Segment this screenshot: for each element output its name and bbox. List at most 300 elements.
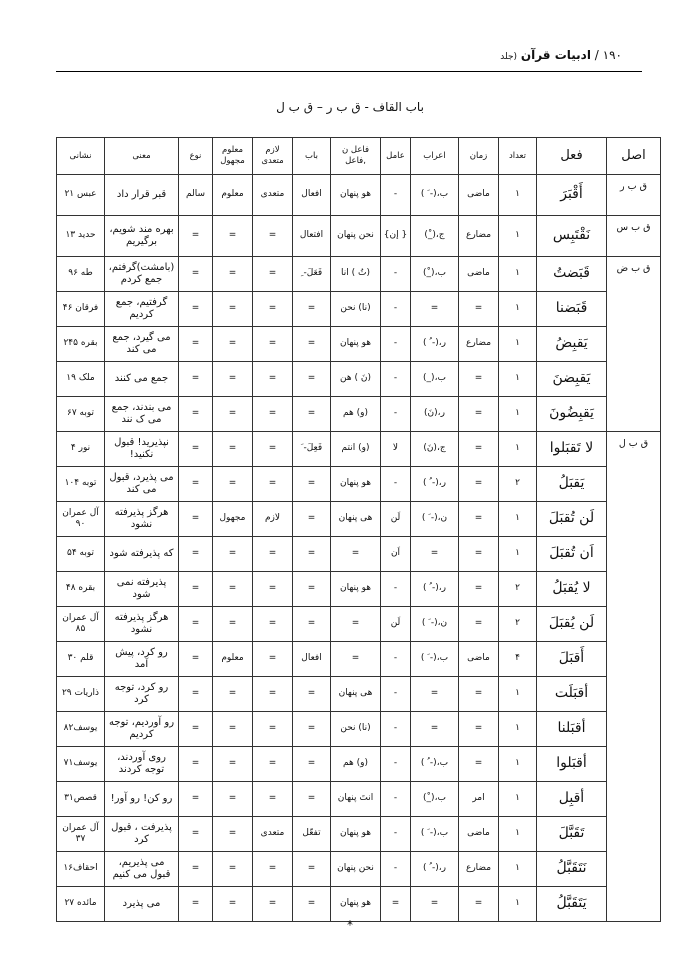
mani-cell: می پذیرد [105,887,179,922]
mani-cell: می پذیرد، قبول می کند [105,467,179,502]
lazem-cell: لازم [253,502,293,537]
table-row [57,467,661,502]
earab-cell: ب،(- َ ) [411,175,459,216]
table-row [57,782,661,817]
lazem-cell: = [253,572,293,607]
fiel-cell: نَقْتَبِس [537,216,607,257]
mani-cell: بهره مند شویم، برگیریم [105,216,179,257]
taedad-cell: ۱ [499,747,537,782]
fiel-cell: لا يُقبَلُ [537,572,607,607]
bab-cell: = [293,607,331,642]
fael-cell: (نا) نحن [331,292,381,327]
earab-cell: ب،(_) [411,362,459,397]
lazem-cell: = [253,782,293,817]
amel-cell: - [381,782,411,817]
taedad-cell: ۱ [499,292,537,327]
fael-cell: (و) هم [331,747,381,782]
mani-cell: رو کن! رو آور! [105,782,179,817]
table-row [57,537,661,572]
noe-cell: = [179,642,213,677]
neshani-cell: حدید ۱۳ [57,216,105,257]
mani-cell: جمع می کنند [105,362,179,397]
bab-cell: تفعّل [293,817,331,852]
bab-cell: = [293,887,331,922]
earab-cell: ر،(- ُ ) [411,572,459,607]
lazem-cell: = [253,216,293,257]
lazem-cell: = [253,537,293,572]
earab-cell: ن،(- َ ) [411,502,459,537]
col-header: نوع [179,138,213,175]
neshani-cell: آل عمران ۳۷ [57,817,105,852]
maloom-cell: = [213,397,253,432]
table-row [57,607,661,642]
maloom-cell: = [213,712,253,747]
maloom-cell: معلوم [213,175,253,216]
lazem-cell: = [253,362,293,397]
footer-mark: * [347,918,353,932]
fiel-cell: يَقبِضنَ [537,362,607,397]
mani-cell: پذیرفته نمی شود [105,572,179,607]
maloom-cell: معلوم [213,642,253,677]
table-row [57,216,661,257]
neshani-cell: قلم ۳۰ [57,642,105,677]
maloom-cell: = [213,327,253,362]
mani-cell: پذیرفت ، قبول کرد [105,817,179,852]
noe-cell: = [179,432,213,467]
zaman-cell: امر [459,782,499,817]
fiel-cell: نَتَقَبَّلُ [537,852,607,887]
bab-cell: = [293,502,331,537]
taedad-cell: ۱ [499,677,537,712]
mani-cell: گرفتیم، جمع کردیم [105,292,179,327]
bab-cell: = [293,397,331,432]
taedad-cell: ۱ [499,432,537,467]
zaman-cell: = [459,397,499,432]
maloom-cell: = [213,817,253,852]
table-row [57,747,661,782]
neshani-cell: مائده ۲۷ [57,887,105,922]
neshani-cell: ملک ۱۹ [57,362,105,397]
fael-cell: هی پنهان [331,502,381,537]
earab-cell: ر،(- ُ ) [411,852,459,887]
mani-cell: رو آوردیم، توجه کردیم [105,712,179,747]
mani-cell: (بامشت)گرفتم، جمع کردم [105,257,179,292]
book-title: ادبیات قرآن [520,48,591,62]
amel-cell: - [381,292,411,327]
taedad-cell: ۱ [499,502,537,537]
maloom-cell: = [213,362,253,397]
mani-cell: می بندند، جمع می ک نند [105,397,179,432]
neshani-cell: بقره ۴۸ [57,572,105,607]
col-header: لازم متعدی [253,138,293,175]
lazem-cell: = [253,397,293,432]
maloom-cell: = [213,467,253,502]
fiel-cell: يَتَقَبَّلُ [537,887,607,922]
maloom-cell: = [213,677,253,712]
noe-cell: = [179,537,213,572]
col-header: معلوم مجهول [213,138,253,175]
maloom-cell: = [213,782,253,817]
bab-cell: = [293,537,331,572]
fiel-cell: أَقبَلَ [537,642,607,677]
col-header: نشانی [57,138,105,175]
table-row [57,887,661,922]
maloom-cell: = [213,572,253,607]
fiel-cell: أقبَلوا [537,747,607,782]
taedad-cell: ۱ [499,216,537,257]
col-header: عامل [381,138,411,175]
bab-cell: افعال [293,175,331,216]
fael-cell: هو پنهان [331,175,381,216]
bab-cell: افعال [293,642,331,677]
neshani-cell: فرقان ۴۶ [57,292,105,327]
lazem-cell: = [253,327,293,362]
earab-cell: = [411,677,459,712]
zaman-cell: = [459,572,499,607]
amel-cell: لَن [381,502,411,537]
taedad-cell: ۱ [499,712,537,747]
fiel-cell: لَن تُقبَلَ [537,502,607,537]
zaman-cell: = [459,747,499,782]
col-header: تعداد [499,138,537,175]
noe-cell: = [179,712,213,747]
amel-cell: { إن} [381,216,411,257]
noe-cell: = [179,467,213,502]
amel-cell: - [381,362,411,397]
neshani-cell: ذاریات ۲۹ [57,677,105,712]
table-row [57,817,661,852]
amel-cell: - [381,327,411,362]
noe-cell: = [179,607,213,642]
mani-cell: که پذیرفته شود [105,537,179,572]
col-header: باب [293,138,331,175]
earab-cell: ر،(- ُ ) [411,467,459,502]
maloom-cell: = [213,292,253,327]
fael-cell: نحن پنهان [331,852,381,887]
fiel-cell: لا تَقبَلوا [537,432,607,467]
bab-cell: = [293,852,331,887]
fael-cell: هو پنهان [331,817,381,852]
fiel-cell: يَقبَلُ [537,467,607,502]
fael-cell: هو پنهان [331,572,381,607]
fael-cell: = [331,642,381,677]
amel-cell: - [381,572,411,607]
running-header [500,48,622,62]
amel-cell: - [381,852,411,887]
table-row [57,502,661,537]
neshani-cell: قصص۳۱ [57,782,105,817]
lazem-cell: = [253,712,293,747]
maloom-cell: مجهول [213,502,253,537]
bab-cell: = [293,362,331,397]
neshani-cell: یوسف۷۱ [57,747,105,782]
col-header: فعل [537,138,607,175]
bab-cell: = [293,782,331,817]
lazem-cell: = [253,642,293,677]
mani-cell: هرگز پذیرفته نشود [105,502,179,537]
fael-cell: نحن پنهان [331,216,381,257]
zaman-cell: = [459,432,499,467]
zaman-cell: = [459,677,499,712]
taedad-cell: ۲ [499,467,537,502]
amel-cell: - [381,747,411,782]
col-header: زمان [459,138,499,175]
maloom-cell: = [213,747,253,782]
taedad-cell: ۲ [499,607,537,642]
table-row [57,432,661,467]
mani-cell: روی آوردند، توجه کردند [105,747,179,782]
fiel-cell: أقبَلَت [537,677,607,712]
bab-cell: = [293,292,331,327]
volume-label: (جلد [500,52,518,62]
fael-cell: هو پنهان [331,887,381,922]
bab-cell: = [293,677,331,712]
amel-cell: - [381,467,411,502]
zaman-cell: ماضی [459,817,499,852]
bab-cell: = [293,712,331,747]
amel-cell: لَن [381,607,411,642]
amel-cell: - [381,817,411,852]
taedad-cell: ۱ [499,327,537,362]
taedad-cell: ۱ [499,817,537,852]
root-cell: ق ب ل [607,432,661,922]
zaman-cell: = [459,537,499,572]
noe-cell: = [179,216,213,257]
fael-cell: هو پنهان [331,327,381,362]
mani-cell: هرگز پذیرفته نشود [105,607,179,642]
fael-cell: (نَ ) هن [331,362,381,397]
table-row [57,327,661,362]
taedad-cell: ۲ [499,572,537,607]
lazem-cell: متعدی [253,817,293,852]
neshani-cell: طه ۹۶ [57,257,105,292]
earab-cell: = [411,537,459,572]
zaman-cell: مضارع [459,327,499,362]
zaman-cell: = [459,362,499,397]
earab-cell: ب،(_ْ) [411,257,459,292]
table-row [57,292,661,327]
taedad-cell: ۴ [499,642,537,677]
earab-cell: = [411,292,459,327]
noe-cell: = [179,362,213,397]
maloom-cell: = [213,607,253,642]
noe-cell: = [179,502,213,537]
col-header: فاعل ن ,فاعل [331,138,381,175]
verb-table [56,137,661,922]
maloom-cell: = [213,432,253,467]
amel-cell: = [381,887,411,922]
fael-cell: = [331,537,381,572]
fael-cell: (و) هم [331,397,381,432]
fiel-cell: قَبَضنا [537,292,607,327]
fael-cell: هی پنهان [331,677,381,712]
amel-cell: - [381,257,411,292]
neshani-cell: آل عمران ۹۰ [57,502,105,537]
table-row [57,852,661,887]
noe-cell: = [179,397,213,432]
col-header: اصل [607,138,661,175]
page-number: ۱۹۰ / [594,48,622,62]
taedad-cell: ۱ [499,852,537,887]
zaman-cell: = [459,887,499,922]
table-body [57,175,661,922]
neshani-cell: توبه ۱۰۴ [57,467,105,502]
amel-cell: - [381,712,411,747]
earab-cell: ج،(_ْ) [411,216,459,257]
fiel-cell: يَقبِضُونَ [537,397,607,432]
noe-cell: سالم [179,175,213,216]
noe-cell: = [179,747,213,782]
lazem-cell: = [253,607,293,642]
fael-cell: (و) انتم [331,432,381,467]
taedad-cell: ۱ [499,257,537,292]
neshani-cell: بقره ۲۴۵ [57,327,105,362]
mani-cell: رو کرد، پیش آمد [105,642,179,677]
fiel-cell: قَبَضتُ [537,257,607,292]
neshani-cell: عبس ۲۱ [57,175,105,216]
earab-cell: ب،(- َ ) [411,642,459,677]
neshani-cell: نور ۴ [57,432,105,467]
amel-cell: - [381,677,411,712]
mani-cell: می پذیریم، قبول می کنیم [105,852,179,887]
bab-cell: = [293,572,331,607]
table-row [57,572,661,607]
zaman-cell: = [459,502,499,537]
table-header-row [57,138,661,175]
lazem-cell: = [253,747,293,782]
lazem-cell: = [253,677,293,712]
bab-cell: = [293,467,331,502]
root-cell: ق ب ض [607,257,661,432]
fael-cell: انتَ پنهان [331,782,381,817]
lazem-cell: = [253,292,293,327]
neshani-cell: توبه ۵۴ [57,537,105,572]
noe-cell: = [179,327,213,362]
taedad-cell: ۱ [499,887,537,922]
maloom-cell: = [213,887,253,922]
bab-cell: فَعَلَ- ِ [293,257,331,292]
mani-cell: می گیرد، جمع می کند [105,327,179,362]
maloom-cell: = [213,257,253,292]
noe-cell: = [179,852,213,887]
earab-cell: ج،(نَ) [411,432,459,467]
zaman-cell: = [459,467,499,502]
bab-cell: = [293,327,331,362]
lazem-cell: متعدی [253,175,293,216]
lazem-cell: = [253,257,293,292]
bab-cell: = [293,747,331,782]
lazem-cell: = [253,467,293,502]
noe-cell: = [179,572,213,607]
mani-cell: قبر قرار داد [105,175,179,216]
earab-cell: ر،(- ُ ) [411,327,459,362]
neshani-cell: احقاف۱۶ [57,852,105,887]
zaman-cell: مضارع [459,216,499,257]
table-row [57,362,661,397]
mani-cell: رو کرد، توجه کرد [105,677,179,712]
zaman-cell: = [459,607,499,642]
taedad-cell: ۱ [499,175,537,216]
table-row [57,712,661,747]
noe-cell: = [179,292,213,327]
earab-cell: ر،(نَ) [411,397,459,432]
noe-cell: = [179,782,213,817]
earab-cell: ب،(_ْ) [411,782,459,817]
earab-cell: ن،(- َ ) [411,607,459,642]
earab-cell: ب،(- َ ) [411,817,459,852]
noe-cell: = [179,257,213,292]
zaman-cell: ماضی [459,175,499,216]
fiel-cell: لَن يُقبَلَ [537,607,607,642]
lazem-cell: = [253,887,293,922]
earab-cell: ب،(- ُ ) [411,747,459,782]
amel-cell: لا [381,432,411,467]
lazem-cell: = [253,852,293,887]
zaman-cell: ماضی [459,257,499,292]
fael-cell: هو پنهان [331,467,381,502]
section-title: باب القاف - ق ب ر – ق ب ل [276,100,424,114]
maloom-cell: = [213,216,253,257]
zaman-cell: مضارع [459,852,499,887]
neshani-cell: آل عمران ۸۵ [57,607,105,642]
table-row [57,257,661,292]
taedad-cell: ۱ [499,782,537,817]
fiel-cell: تَقَبَّلَ [537,817,607,852]
mani-cell: نپذیرید! قبول نکنید! [105,432,179,467]
zaman-cell: = [459,292,499,327]
col-header: معنی [105,138,179,175]
amel-cell: - [381,642,411,677]
taedad-cell: ۱ [499,362,537,397]
taedad-cell: ۱ [499,537,537,572]
taedad-cell: ۱ [499,397,537,432]
bab-cell: فَعِلَ- َ [293,432,331,467]
table-row [57,642,661,677]
amel-cell: اَن [381,537,411,572]
table-row [57,175,661,216]
neshani-cell: توبه ۶۷ [57,397,105,432]
amel-cell: - [381,397,411,432]
noe-cell: = [179,887,213,922]
header-divider [56,71,642,72]
fael-cell: (تُ ) انا [331,257,381,292]
amel-cell: - [381,175,411,216]
noe-cell: = [179,677,213,712]
maloom-cell: = [213,537,253,572]
root-cell: ق ب س [607,216,661,257]
table-row [57,677,661,712]
bab-cell: افتعال [293,216,331,257]
fiel-cell: اَن تُقبَلَ [537,537,607,572]
root-cell: ق ب ر [607,175,661,216]
lazem-cell: = [253,432,293,467]
fiel-cell: أقبَلنا [537,712,607,747]
fael-cell: (نا) نحن [331,712,381,747]
earab-cell: = [411,712,459,747]
maloom-cell: = [213,852,253,887]
fiel-cell: أَقْبَرَ [537,175,607,216]
neshani-cell: یوسف۸۲ [57,712,105,747]
fiel-cell: يَقبِضُ [537,327,607,362]
fael-cell: = [331,607,381,642]
earab-cell: = [411,887,459,922]
noe-cell: = [179,817,213,852]
fiel-cell: أقبِل [537,782,607,817]
col-header: اعراب [411,138,459,175]
zaman-cell: ماضی [459,642,499,677]
zaman-cell: = [459,712,499,747]
table-row [57,397,661,432]
